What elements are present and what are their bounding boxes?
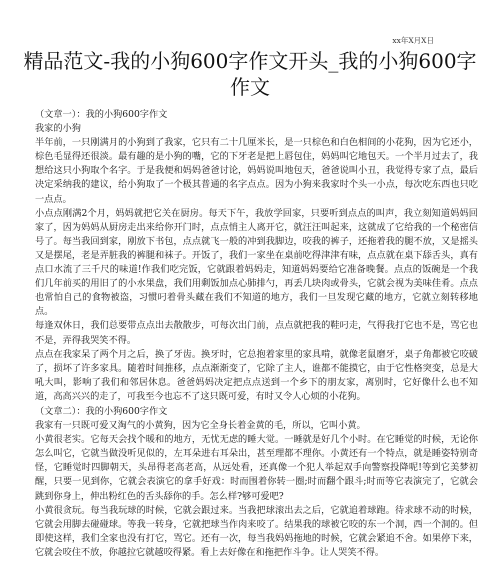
subheading: 我家的小狗 [35, 123, 81, 135]
paragraph: 小黄很贪玩。每当我玩球的时候，它就会跟过来。当我把球滚出去之后，它就追着球跑。待求球不动的时候，它就会用脚去碰碰球。等我一转身，它就把球当作肉来咬了。结果我的球被它咬的东一个洞，西一个洞的。但即使这样，我们全家也没有打它，骂它。还有一次，每当我妈妈拖地的时候，它就会紧追不舍。如果停下来，它就会咬住不放，你越拉它就越咬得紧。看上去好像在和拖把作斗争。让人哭笑不得。 [35, 504, 478, 558]
paragraph: 小黄很老实。它每天会找个暖和的地方，无忧无虑的睡大觉。一睡就是好几个小时。在它睡觉的时候，无论你怎么叫它，它就当做没听见似的，左耳朵进右耳朵出，甚至理都不理你。小黄还有一个特点，就是睡姿特别奇怪，它睡觉时四脚朝天，头昂得老高老高，从远处看，还真像一个犯人举起双手向警察投降呢!等到它美梦初醒，只要一见到你，它就会表演它的拿手好戏：时而围着你转一圈;时而翻个跟斗;时而等它表演完了，它就会跳到你身上，伸出粉红色的舌头舔你的手。怎么样?够可爱吧? [35, 434, 478, 502]
paragraph: 我家有一只既可爱又淘气的小黄狗，因为它全身长着金黄的毛，所以，它叫小黄。 [35, 420, 366, 432]
paragraph: 半年前，一只刚满月的小狗到了我家，它只有二十几厘米长，是一只棕色和白色相间的小花狗，因为它还小，棕色毛显得还很淡。最有趣的是小狗的嘴，它的下牙老是把上唇包住，妈妈叫它地包天。一个半月过去了，我想给这只小狗取个名字。于是我便和妈妈爸爸讨论，妈妈说叫地包天，爸爸说叫小丑，我觉得专家了点，最后决定采纳我的建议，给小狗取了一个极其普通的名字点点。因为小狗来我家时个头一小点，每次吃东西也只吃一点点。 [35, 137, 478, 205]
paragraph: 每逢双休日，我们总要带点点出去散散步，可每次出门前，点点就把我的鞋叼走，气得我打它也不是，骂它也不是，弄得我哭笑不得。 [35, 320, 478, 346]
paragraph: 点点在我家呆了两个月之后，换了牙齿。换牙时，它总抱着家里的家具啃，就像老鼠磨牙，桌子角都被它咬破了，损坏了许多家具。随着时间推移，点点渐渐变了，它除了主人，谁都不能摸它，由于它性格突变，总是大吼大叫，影响了我们和邻居休息。爸爸妈妈决定把点点送到一个乡下的朋友家，离别时，它好像什么也不知道，高高兴兴的走了，可我至今也忘不了这只既可爱，有时又令人心烦的小花狗。 [35, 348, 478, 402]
section-heading-1: （文章一）：我的小狗600字作文 [35, 109, 168, 120]
header-date: xx年X月X日 [392, 36, 434, 45]
section-heading-2: （文章二）：我的小狗600字作文 [35, 405, 168, 417]
paragraph: 小点点刚满2个月，妈妈就把它关在厨房。每天下午，我放学回家，只要听到点点的叫声，我立刻知道妈妈回家了，因为妈妈从厨房走出来给你开门时，点点悄主人离开它，就汪汪叫起来，这就成了它给我的一个秘密信号了。每当我回到家，刚放下书包，点点就飞一般的冲到我脚边，咬我的裤子，还拖着我的腿不放，又是摇头又是摆尾，老是弄脏我的裤腿和袜子。开饭了，我们一家坐在桌前吃得津津有味，点点就在桌下舔舌头，真有点口水流了三千尺的味道!作我们吃完饭，它就跟着妈妈走，知道妈妈要给它准备晚餐。点点的饭碗是一个我们几年前买的用旧了的小水果盘，我们用剩饭加点心肺排勺，再丢几块肉或骨头，它就会视为美味佳肴。点点也常怕自己的食物被盗，习惯叼着骨头藏在我们不知道的地方，我们一旦发现它藏的地方，它就立刻转移地点。 [35, 207, 478, 318]
document-title: 精品范文-我的小狗600字作文开头_我的小狗600字作文 [23, 49, 477, 99]
document-body [35, 107, 478, 560]
